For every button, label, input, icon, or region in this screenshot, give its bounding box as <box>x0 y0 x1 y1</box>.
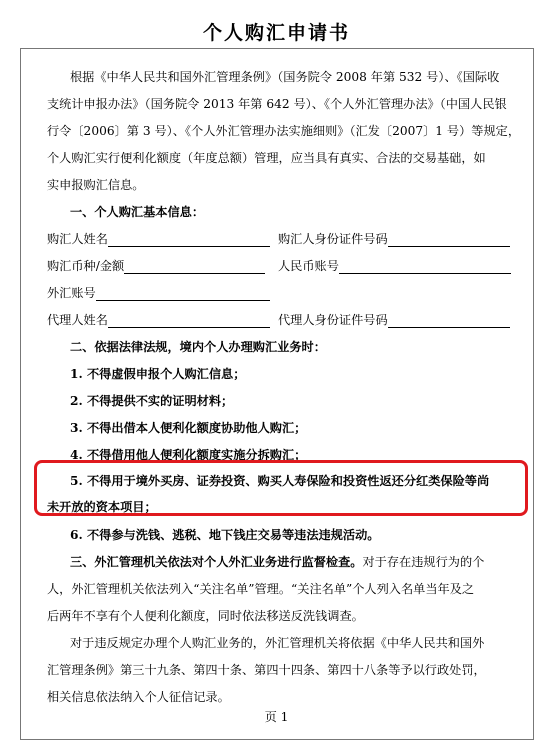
intro-line-5: 实申报购汇信息。 <box>47 178 145 192</box>
section2-heading: 二、依据法律法规，境内个人办理购汇业务时： <box>70 340 326 354</box>
buyer-id-label: 购汇人身份证件号码 <box>278 232 388 246</box>
section3-first-line <box>70 553 484 570</box>
agent-id-row <box>278 311 510 328</box>
closing-line-1: 对于违反规定办理个人购汇业务的，外汇管理机关将依据《中华人民共和国外 <box>70 636 485 650</box>
buyer-name-row <box>47 230 270 247</box>
intro-line-2: 支统计申报办法》（国务院令 2013 年第 642 号）、《个人外汇管理办法》（中国人民银 <box>47 97 507 111</box>
fx-account-field[interactable] <box>96 286 270 301</box>
rule-item-5: 5. 不得用于境外买房、证券投资、购买人寿保险和投资性返还分红类保险等尚 <box>70 474 490 488</box>
fx-account-row <box>47 284 270 301</box>
closing-line-3: 相关信息依法纳入个人征信记录。 <box>47 690 230 704</box>
agent-name-field[interactable] <box>108 313 270 328</box>
buyer-id-field[interactable] <box>388 232 510 247</box>
agent-id-field[interactable] <box>388 313 510 328</box>
highlight-box <box>34 460 528 516</box>
agent-name-label: 代理人姓名 <box>47 313 108 327</box>
intro-line-1: 根据《中华人民共和国外汇管理条例》（国务院令 2008 年第 532 号）、《国际收 <box>70 70 500 84</box>
currency-amount-label: 购汇币种/金额 <box>47 259 125 273</box>
rule-item-3: 3. 不得出借本人便利化额度协助他人购汇； <box>70 421 307 435</box>
rule-item-4: 4. 不得借用他人便利化额度实施分拆购汇； <box>70 448 307 462</box>
buyer-name-field[interactable] <box>108 232 270 247</box>
fx-account-label: 外汇账号 <box>47 286 96 300</box>
section3-line-3: 后两年不享有个人便利化额度，同时依法移送反洗钱调查。 <box>47 609 364 623</box>
rule-item-1: 1. 不得虚假申报个人购汇信息； <box>70 367 246 381</box>
section1-heading: 一、个人购汇基本信息： <box>70 205 205 219</box>
currency-amount-field[interactable] <box>124 259 265 274</box>
intro-line-4: 个人购汇实行便利化额度（年度总额）管理，应当具有真实、合法的交易基础，如 <box>47 151 486 165</box>
rule-item-2: 2. 不得提供不实的证明材料； <box>70 394 234 408</box>
closing-line-2: 汇管理条例》第三十九条、第四十条、第四十四条、第四十八条等予以行政处罚， <box>47 663 486 677</box>
rule-item-5-cont: 未开放的资本项目； <box>47 500 157 514</box>
section3-line-2: 人，外汇管理机关依法列入“关注名单”管理。“关注名单”个人列入名单当年及之 <box>47 582 475 596</box>
agent-name-row <box>47 311 270 328</box>
rule-item-6: 6. 不得参与洗钱、逃税、地下钱庄交易等违法违规活动。 <box>70 528 380 542</box>
buyer-name-label: 购汇人姓名 <box>47 232 108 246</box>
page-title: 个人购汇申请书 <box>202 22 350 44</box>
section3-heading-rest: 对于存在违规行为的个 <box>362 555 485 569</box>
rmb-account-label: 人民币账号 <box>278 259 339 273</box>
agent-id-label: 代理人身份证件号码 <box>278 313 388 327</box>
section3-heading: 三、外汇管理机关依法对个人外汇业务进行监督检查。 <box>70 555 363 569</box>
intro-line-3: 行令〔2006〕第 3 号）、《个人外汇管理办法实施细则》（汇发〔2007〕1 号）等规定， <box>47 124 521 138</box>
rmb-account-field[interactable] <box>339 259 511 274</box>
buyer-id-row <box>278 230 510 247</box>
rmb-account-row <box>278 257 511 274</box>
page-number: 页 1 <box>264 710 289 724</box>
currency-amount-row <box>47 257 265 274</box>
